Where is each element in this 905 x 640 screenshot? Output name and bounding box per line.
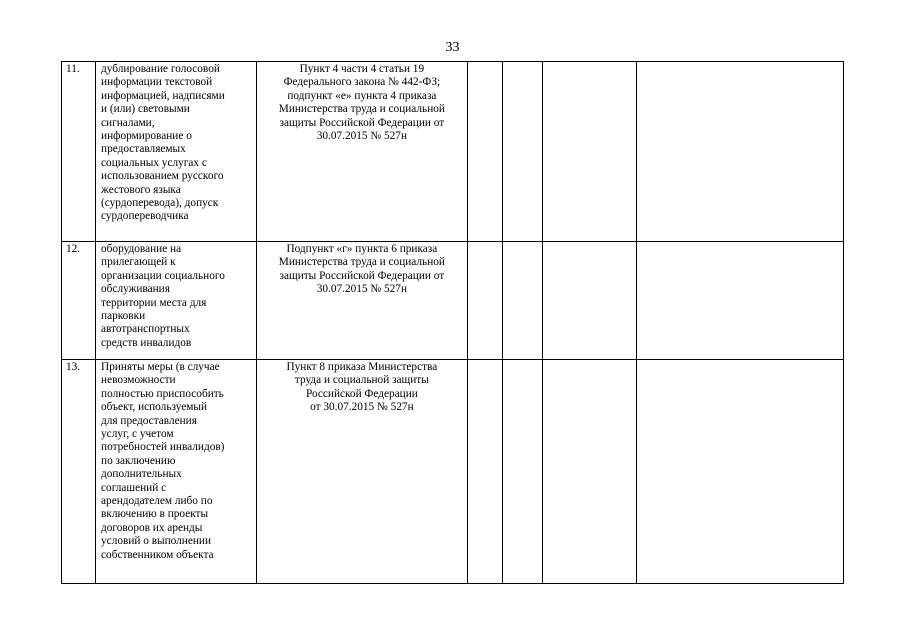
requirement-line: автотранспортных (101, 323, 190, 336)
legal-reference-line: Подпункт «г» пункта 6 приказа (286, 243, 438, 255)
requirement-line: полностью приспособить (101, 387, 224, 400)
requirement-cell (96, 360, 257, 584)
row-number: 13. (62, 360, 96, 584)
requirement-line: сурдопереводчика (101, 210, 189, 223)
legal-reference-line: от 30.07.2015 № 527н (310, 401, 414, 414)
empty-cell (467, 360, 502, 584)
requirement-line: прилегающей к (101, 256, 176, 269)
legal-reference-cell (257, 360, 467, 584)
requirement-line: информации текстовой (101, 76, 213, 89)
legal-reference-line: Российской Федерации (305, 387, 418, 400)
legal-reference-line: 30.07.2015 № 527н (316, 130, 407, 143)
table-row (62, 242, 844, 360)
requirement-line: организации социального (101, 269, 225, 282)
empty-cell (502, 360, 542, 584)
requirement-line: для предоставления (101, 414, 197, 427)
requirement-line: оборудование на (101, 243, 182, 255)
empty-cell (542, 242, 636, 360)
requirement-line: социальных услугах с (101, 156, 207, 169)
requirement-line: арендодателем либо по (101, 495, 213, 508)
requirement-line: соглашений с (101, 481, 167, 494)
row-number: 11. (62, 62, 96, 242)
legal-reference-line: Министерства труда и социальной (278, 103, 445, 116)
requirement-line: объект, используемый (101, 401, 207, 414)
requirement-line: по заключению (101, 454, 176, 467)
row-number: 12. (62, 242, 96, 360)
requirement-line: информирование о (101, 130, 192, 143)
table-row (62, 360, 844, 584)
requirement-line: использованием русского (101, 170, 224, 183)
requirement-line: дополнительных (101, 468, 182, 481)
legal-reference-line: Пункт 4 части 4 статьи 19 (299, 63, 425, 75)
requirement-line: Приняты меры (в случае (101, 361, 220, 373)
empty-cell (542, 360, 636, 584)
requirement-line: сигналами, (101, 116, 155, 129)
legal-reference-line: защиты Российской Федерации от (279, 269, 445, 282)
legal-reference-line: Федерального закона № 442-ФЗ; (283, 76, 441, 89)
requirement-line: потребностей инвалидов) (101, 441, 225, 454)
legal-reference-line: 30.07.2015 № 527н (316, 283, 407, 296)
requirement-line: жестового языка (101, 183, 181, 196)
empty-cell (636, 242, 843, 360)
legal-reference-line: Министерства труда и социальной (278, 256, 445, 269)
requirement-line: средств инвалидов (101, 336, 192, 349)
page-number: 33 (445, 40, 460, 55)
requirement-line: предоставляемых (101, 143, 186, 156)
requirement-line: территории места для (101, 296, 207, 309)
requirement-line: договоров их аренды (101, 521, 203, 534)
empty-cell (636, 360, 843, 584)
requirement-cell (96, 62, 257, 242)
requirement-line: услуг, с учетом (101, 428, 174, 441)
legal-reference-line: труда и социальной защиты (294, 374, 429, 387)
requirement-line: собственником объекта (101, 548, 214, 561)
empty-cell (467, 242, 502, 360)
requirement-line: включению в проекты (101, 508, 209, 521)
requirement-line: дублирование голосовой (101, 63, 220, 75)
empty-cell (502, 242, 542, 360)
legal-reference-cell (257, 62, 467, 242)
compliance-table (61, 61, 844, 584)
requirement-line: парковки (101, 310, 146, 323)
requirement-line: (сурдоперевода), допуск (101, 197, 219, 210)
legal-reference-line: Пункт 8 приказа Министерства (286, 361, 438, 373)
empty-cell (467, 62, 502, 242)
requirement-cell (96, 242, 257, 360)
table-row (62, 62, 844, 242)
legal-reference-line: защиты Российской Федерации от (279, 116, 445, 129)
requirement-line: информацией, надписями (101, 89, 225, 102)
empty-cell (636, 62, 843, 242)
legal-reference-line: подпункт «е» пункта 4 приказа (287, 89, 437, 102)
empty-cell (502, 62, 542, 242)
requirement-line: условий о выполнении (101, 535, 212, 548)
requirement-line: и (или) световыми (101, 103, 190, 116)
requirement-line: невозможности (101, 374, 176, 387)
table-body (62, 62, 844, 584)
requirement-line: обслуживания (101, 283, 170, 296)
legal-reference-cell (257, 242, 467, 360)
empty-cell (542, 62, 636, 242)
